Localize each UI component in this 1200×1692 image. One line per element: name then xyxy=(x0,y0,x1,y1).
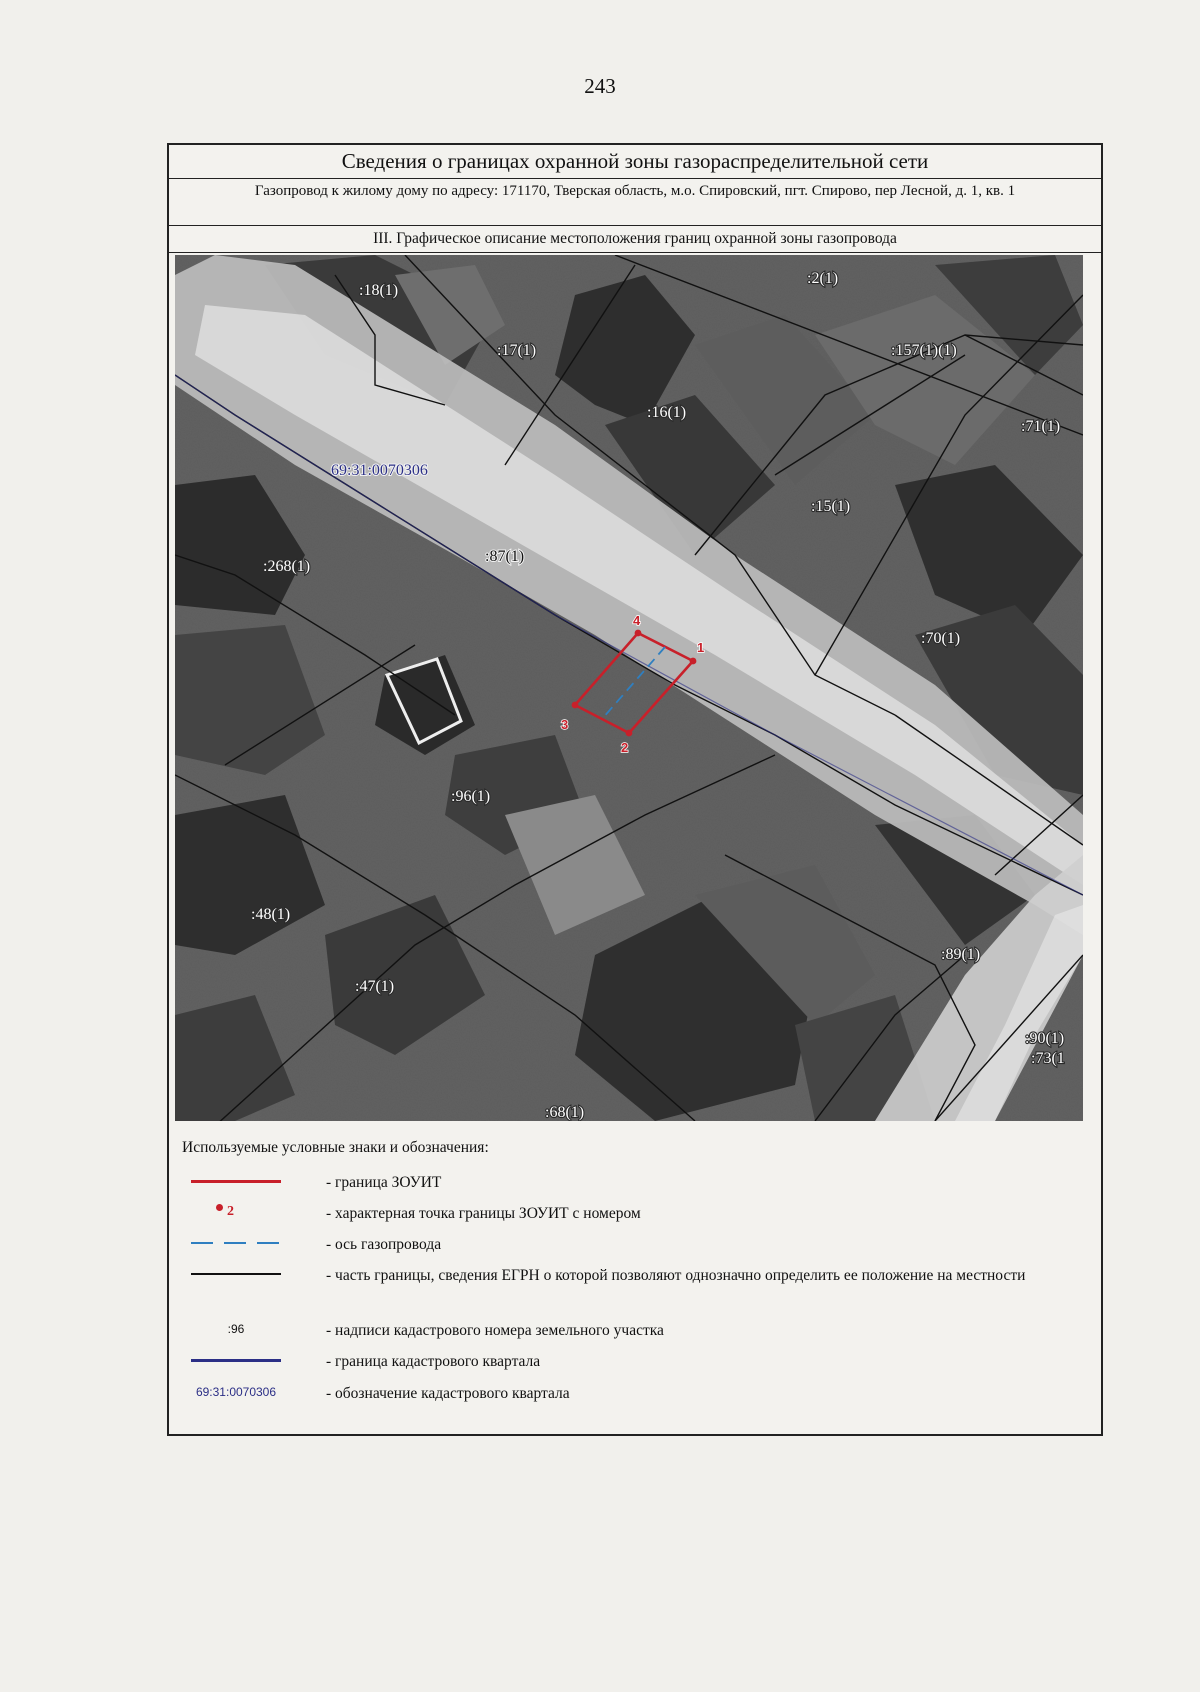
zone-point-4[interactable] xyxy=(635,630,642,637)
parcel-label: :48(1) xyxy=(251,906,291,923)
quarter-label: 69:31:0070306 xyxy=(331,462,428,479)
zone-sheet xyxy=(167,143,1103,1436)
zone-point-1[interactable] xyxy=(690,658,697,665)
parcel-label: :70(1) xyxy=(921,630,961,647)
legend-text: - обозначение кадастрового квартала xyxy=(326,1385,570,1402)
parcel-label: :90(1) xyxy=(1025,1030,1065,1047)
parcel-label: :17(1) xyxy=(497,342,537,359)
parcel-label: :87(1) xyxy=(485,548,525,565)
page-number: 243 xyxy=(584,74,616,98)
zone-point-2[interactable] xyxy=(626,730,633,737)
parcel-label: :71(1) xyxy=(1021,418,1061,435)
object-description: Газопровод к жилому дому по адресу: 171170, Тверская область, м.о. Спировский, пгт. Спирово, пер Лесной, д. 1, кв. 1 xyxy=(169,179,1101,226)
zone-point-3-label: 3 xyxy=(561,717,569,732)
black-line-symbol xyxy=(181,1264,291,1286)
legend-text: - ось газопровода xyxy=(326,1236,442,1253)
quarter-label-symbol: 69:31:0070306 xyxy=(195,1385,277,1399)
parcel-label: :73(1 xyxy=(1031,1050,1065,1067)
parcel-label: :16(1) xyxy=(647,404,687,421)
legend-text: - граница ЗОУИТ xyxy=(326,1174,442,1191)
red-point-symbol: 2 xyxy=(181,1202,291,1224)
legend-heading: Используемые условные знаки и обозначения: xyxy=(182,1139,489,1156)
zone-point-4-label: 4 xyxy=(633,613,641,628)
blue-dash-symbol xyxy=(181,1233,291,1255)
map-canvas xyxy=(175,255,1083,1121)
zone-point-2-label: 2 xyxy=(621,740,629,755)
parcel-label: :47(1) xyxy=(355,978,395,995)
sheet-title: Сведения о границах охранной зоны газораспределительной сети xyxy=(169,145,1101,179)
section-title: III. Графическое описание местоположения границ охранной зоны газопровода xyxy=(169,226,1101,253)
parcel-label: :15(1) xyxy=(811,498,851,515)
legend-text: - часть границы, сведения ЕГРН о которой позволяют однозначно определить ее положение на местности xyxy=(326,1267,1026,1284)
parcel-label: :96(1) xyxy=(451,788,491,805)
cadastral-map[interactable] xyxy=(175,255,1083,1121)
zone-point-3[interactable] xyxy=(572,702,579,709)
parcel-label: :18(1) xyxy=(359,282,399,299)
parcel-label: :268(1) xyxy=(263,558,311,575)
parcel-label: :89(1) xyxy=(941,946,981,963)
legend-text: - характерная точка границы ЗОУИТ с номером xyxy=(326,1205,641,1222)
red-line-symbol xyxy=(181,1171,291,1193)
parcel-label: :157(1)(1) xyxy=(891,342,957,359)
parcel-label: :2(1) xyxy=(807,270,839,287)
parcel-number-symbol: :96 xyxy=(227,1322,245,1336)
legend-text: - надписи кадастрового номера земельного участка xyxy=(326,1322,664,1339)
navy-line-symbol xyxy=(181,1350,291,1372)
parcel-label: :68(1) xyxy=(545,1104,585,1121)
zone-point-1-label: 1 xyxy=(697,640,705,655)
legend-text: - граница кадастрового квартала xyxy=(326,1353,541,1370)
